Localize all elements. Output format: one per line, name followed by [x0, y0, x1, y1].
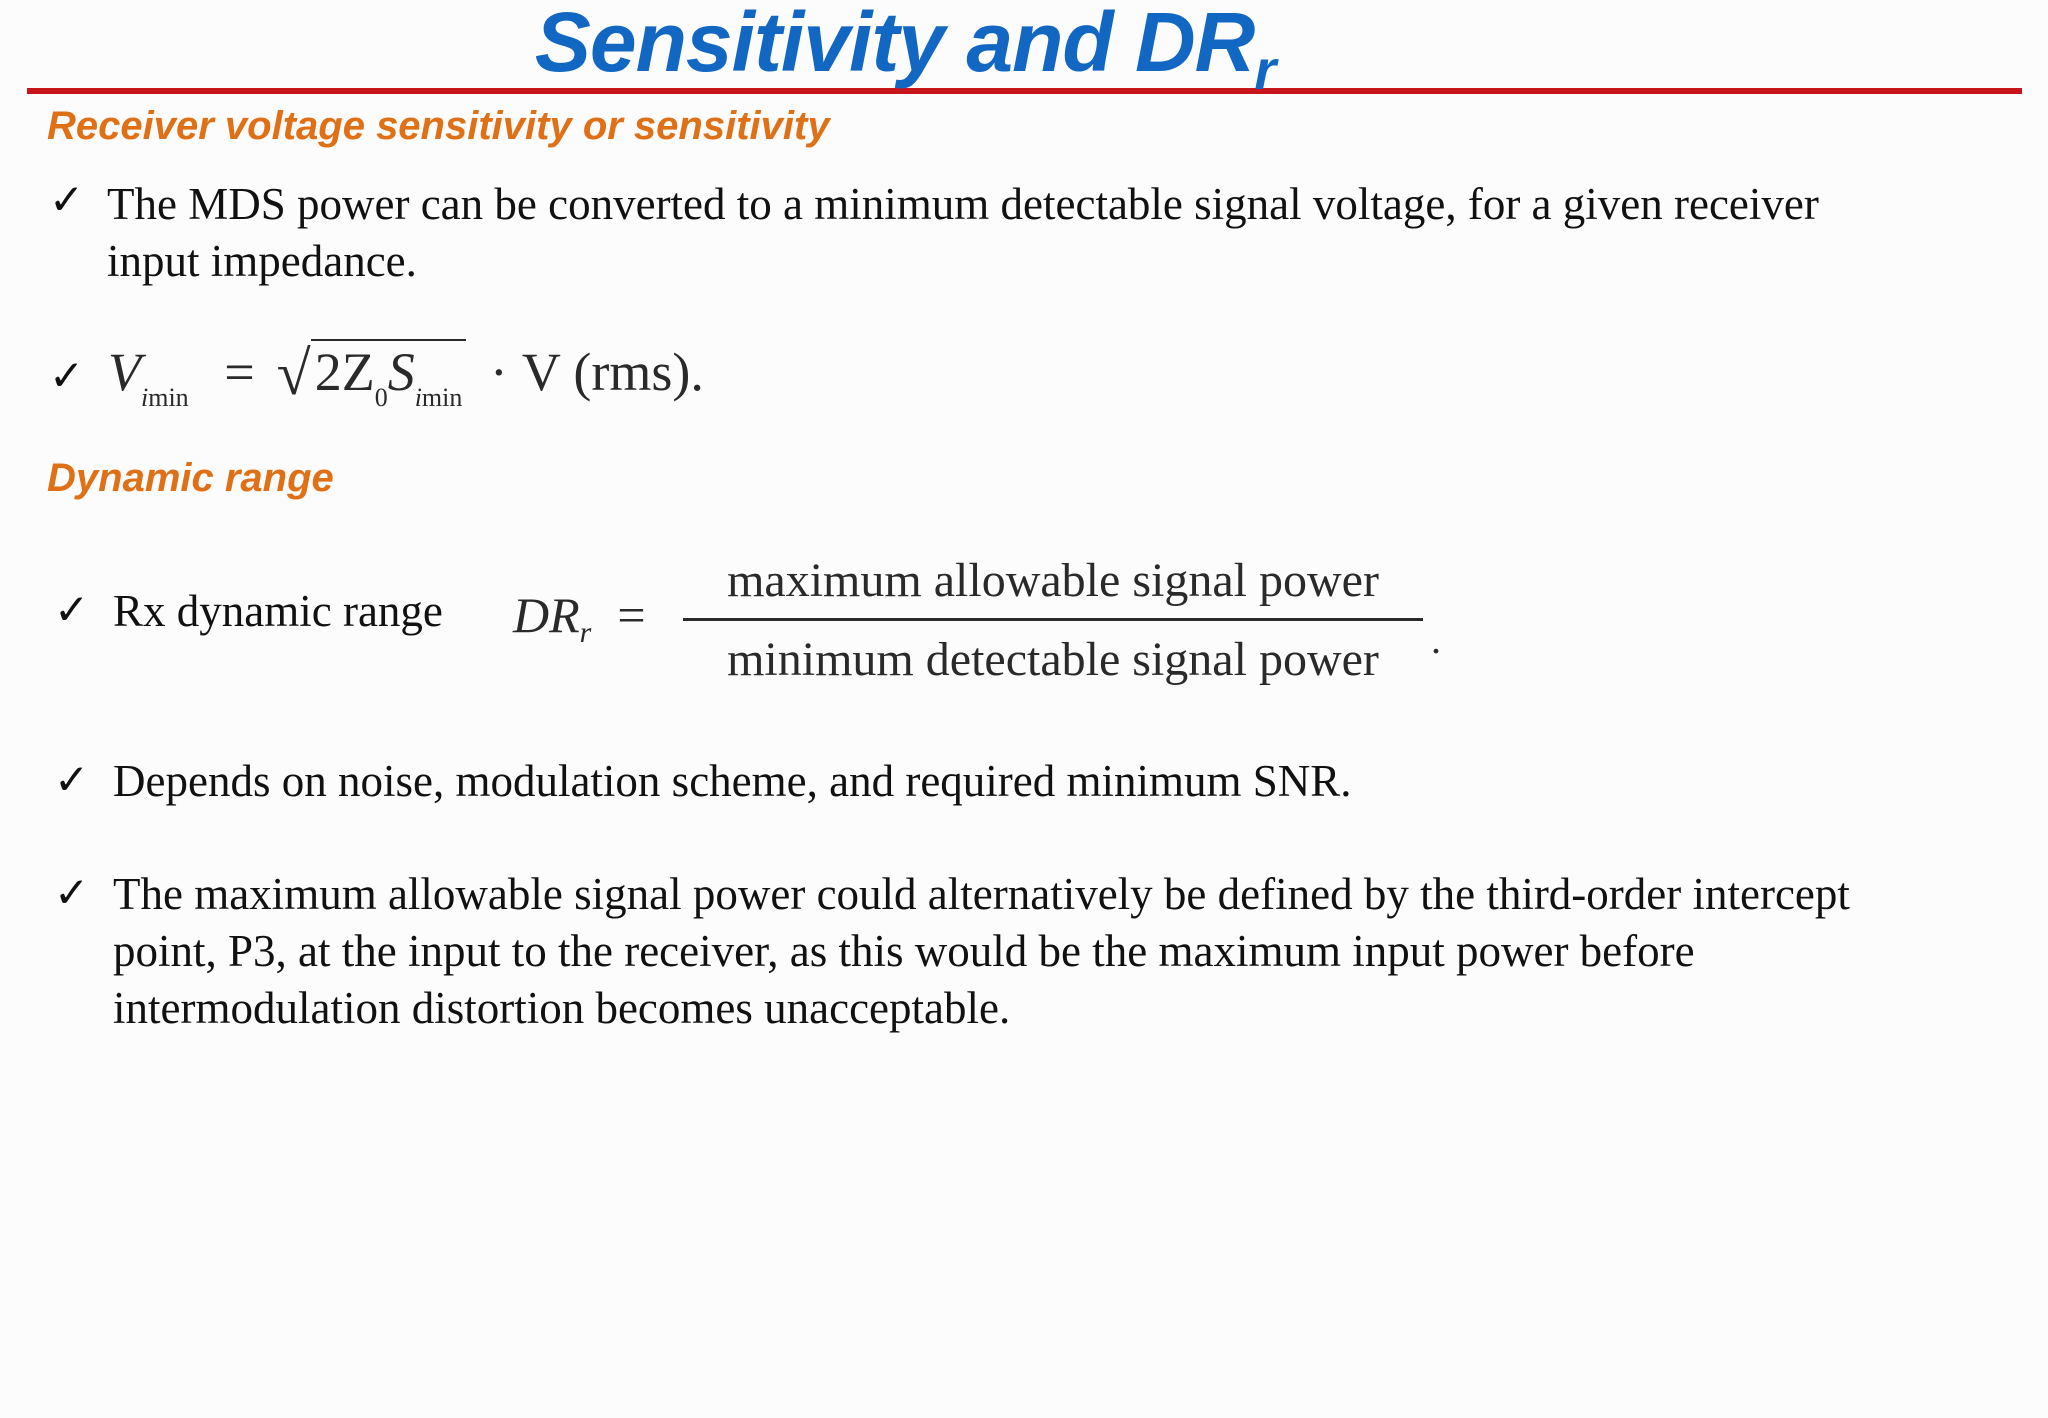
bullet-mds-voltage — [107, 176, 2007, 290]
checkmark-icon: ✓ — [49, 178, 85, 224]
radicand: $2Z_0S_{imin}$ — [311, 339, 467, 429]
bullet-line: input impedance. — [107, 236, 417, 286]
title-subscript: r — [1254, 38, 1276, 101]
bullet-max-power — [113, 866, 2033, 1037]
checkmark-icon: ✓ — [54, 871, 90, 917]
formula-lhs: $DR_r$ = — [513, 587, 646, 649]
dynamic-range-heading: Dynamic range — [47, 456, 334, 500]
checkmark-icon: ✓ — [49, 354, 85, 400]
bullet-line: intermodulation distortion becomes unacceptable. — [113, 983, 1011, 1033]
checkmark-icon: ✓ — [54, 588, 90, 634]
checkmark-icon: ✓ — [54, 758, 90, 804]
fraction-bar — [683, 618, 1423, 621]
sensitivity-heading: Receiver voltage sensitivity or sensitivity — [47, 104, 830, 148]
formula-fraction — [683, 548, 1423, 693]
bullet-line: The maximum allowable signal power could alternatively be defined by the third-order intercept — [113, 869, 1850, 919]
slide-title: Sensitivity and $DR_r$ — [534, 0, 1276, 101]
sqrt-icon: √ — [276, 340, 311, 408]
bullet-line: point, P3, at the input to the receiver, as this would be the maximum input power before — [113, 926, 1695, 976]
bullet-depends: Depends on noise, modulation scheme, and required minimum SNR. — [113, 756, 1352, 806]
denominator: minimum detectable signal power — [727, 633, 1379, 686]
bullet-line: The MDS power can be converted to a minimum detectable signal voltage, for a given receiver — [107, 179, 1819, 229]
rx-dynamic-range-label: Rx dynamic range — [113, 586, 443, 636]
numerator: maximum allowable signal power — [727, 554, 1379, 607]
voltage-sensitivity-formula: $V_{imin} = √2Z_0S_{imin} \cdot V$ (rms). — [108, 332, 704, 438]
formula-period: . — [1431, 617, 1441, 662]
